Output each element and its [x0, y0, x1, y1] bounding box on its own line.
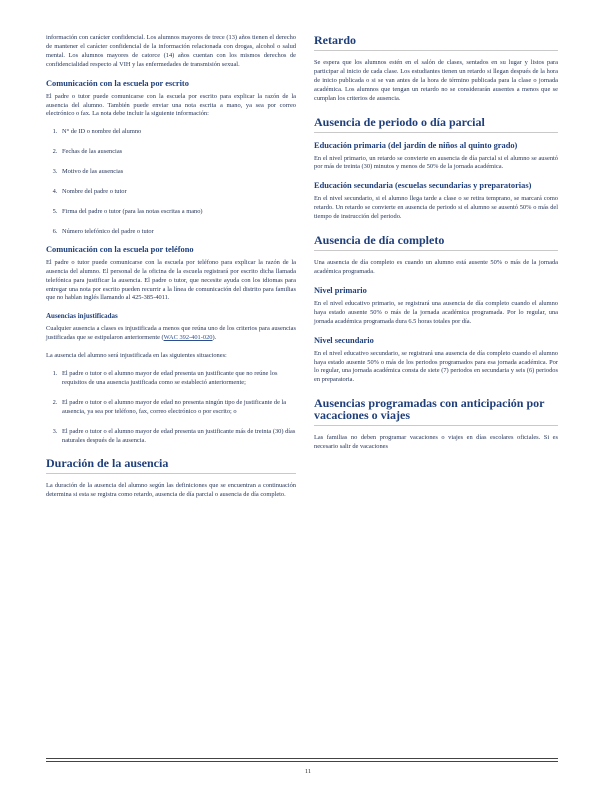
heading-full-day-absence: Ausencia de día completo: [314, 233, 445, 248]
section-divider: [314, 132, 558, 133]
secondary-level-paragraph: En el nivel educativo secundario, se registrará una ausencia de día completo cuando el alumno haya estado ausente 50% o más de los periodos programados para esa jornada académica. Por lo regular, una jornada académica consta de siete (7) periodos en secundaria y seis (6) periodos en preparatoria.: [314, 349, 558, 384]
heading-planned-absences: Ausencias programadas con anticipación por vacaciones o viajes: [314, 396, 545, 423]
list-item: 2. Fechas de las ausencias: [59, 148, 296, 157]
heading-secondary-level: Nivel secundario: [314, 335, 374, 345]
unexcused-situations: La ausencia del alumno será injustificada en las siguientes situaciones:: [46, 352, 227, 360]
list-item: 1. N° de ID o nombre del alumno: [59, 128, 296, 137]
tardy-paragraph: Se espera que los alumnos estén en el salón de clases, sentados en su lugar y listos para participar al inicio de cada clase. Los estudiantes tienen un retardo si llegan después de la hora de inicio publicada o si se van antes de la hora de término publicada para la clase o jornada académica. Los alumnos que tengan un retardo no se considerarán ausentes a menos que se cumplan los criterios de ausencia.: [314, 59, 558, 102]
list-item: 1. El padre o tutor o el alumno mayor de edad presenta un justificante que no reúne los requisitos de una ausencia justificada como se estableció anteriormente;: [59, 370, 296, 388]
heading-written-communication: Comunicación con la escuela por escrito: [46, 78, 189, 88]
heading-phone-communication: Comunicación con la escuela por teléfono: [46, 244, 194, 254]
heading-primary-level: Nivel primario: [314, 285, 367, 295]
primary-partial-paragraph: En el nivel primario, un retardo se convierte en ausencia de día parcial si el alumno se ausentó por más de treinta (30) minutos y menos de 50% de la jornada académica.: [314, 154, 558, 171]
written-paragraph: El padre o tutor puede comunicarse con la escuela por escrito para explicar la razón de la ausencia del alumno. También puede enviar una nota escrita a mano, ya sea por correo electrónico o fax. La nota debe incluir la siguiente información:: [46, 92, 296, 118]
unexcused-paragraph: Cualquier ausencia a clases es injustificada a menos que reúna uno de los criterios para ausencias justificadas que se estipularon anteriormente (WAC 392-401-020).: [46, 325, 296, 342]
heading-secondary-education: Educación secundaria (escuelas secundarias y preparatorias): [314, 181, 532, 191]
primary-level-paragraph: En el nivel educativo primario, se registrará una ausencia de día completo cuando el alumno haya estado ausente 50% o más de la jornada académica programada. Por lo regular, una jornada académica programada dura 6.5 horas totales por día.: [314, 299, 558, 325]
list-item: 4. Nombre del padre o tutor: [59, 188, 296, 197]
list-item: 5. Firma del padre o tutor (para las notas escritas a mano): [59, 208, 296, 217]
section-divider: [314, 250, 558, 251]
section-divider: [314, 425, 558, 426]
heading-duration: Duración de la ausencia: [46, 456, 169, 471]
list-item: 3. Motivo de las ausencias: [59, 168, 296, 177]
heading-tardy: Retardo: [314, 33, 356, 47]
duration-paragraph: La duración de la ausencia del alumno según las definiciones que se encuentran a continuación determina si esta se registra como retardo, ausencia de día parcial o ausencia de día completo.: [46, 482, 296, 499]
unexcused-list: [46, 370, 296, 445]
note-requirements-list: [46, 128, 296, 236]
right-column: [314, 34, 558, 461]
heading-primary-education: Educación primaria (del jardín de niños al quinto grado): [314, 140, 518, 150]
heading-unexcused: Ausencias injustificadas: [46, 312, 118, 321]
page-number: 11: [304, 768, 312, 775]
list-item: 3. El padre o tutor o el alumno mayor de edad presenta un justificante más de treinta (30) días naturales después de la ausencia.: [59, 428, 296, 446]
section-divider: [314, 50, 558, 51]
list-item: 2. El padre o tutor o el alumno mayor de edad no presenta ningún tipo de justificante de la ausencia, ya sea por teléfono, fax, correo electrónico o por escrito; o: [59, 399, 296, 417]
left-column: [46, 34, 296, 509]
secondary-paragraph: En el nivel secundario, si el alumno llega tarde a clase o se retira temprano, se marcará como retardo. Un retardo se convierte en ausencia de periodo si el alumno se ausentó 50% o más del tiempo de instrucción del periodo.: [314, 195, 558, 221]
section-divider: [46, 473, 296, 474]
footer-rule: [46, 758, 558, 762]
list-item: 6. Número telefónico del padre o tutor: [59, 228, 296, 237]
wac-link[interactable]: WAC 392-401-020: [163, 334, 213, 342]
planned-paragraph: Las familias no deben programar vacaciones o viajes en días escolares oficiales. Si es necesario salir de vacaciones: [314, 434, 558, 451]
phone-paragraph: El padre o tutor puede comunicarse con la escuela por teléfono para explicar la razón de la ausencia del alumno. El personal de la oficina de la escuela registrará por escrito dicha llamada telefónica para justificar la ausencia. El padre o tutor, que necesite ayuda con los idiomas para entregar una nota por escrito pueden recurrir a la línea de comunicación del distrito para familias que no hablan inglés llamando al 425-385-4011.: [46, 258, 296, 302]
full-day-paragraph: Una ausencia de día completo es cuando un alumno está ausente 50% o más de la jornada académica programada.: [314, 259, 558, 275]
intro-paragraph: información con carácter confidencial. Los alumnos mayores de trece (13) años tienen el derecho de mantener el carácter confidencial de la información relacionada con drogas, alcohol o salud mental. Los alumnos mayores de catorce (14) años cuentan con los mismos derechos de confidencialidad respecto al VIH y las enfermedades de transmisión sexual.: [46, 34, 296, 68]
heading-partial-absence: Ausencia de periodo o día parcial: [314, 114, 485, 129]
